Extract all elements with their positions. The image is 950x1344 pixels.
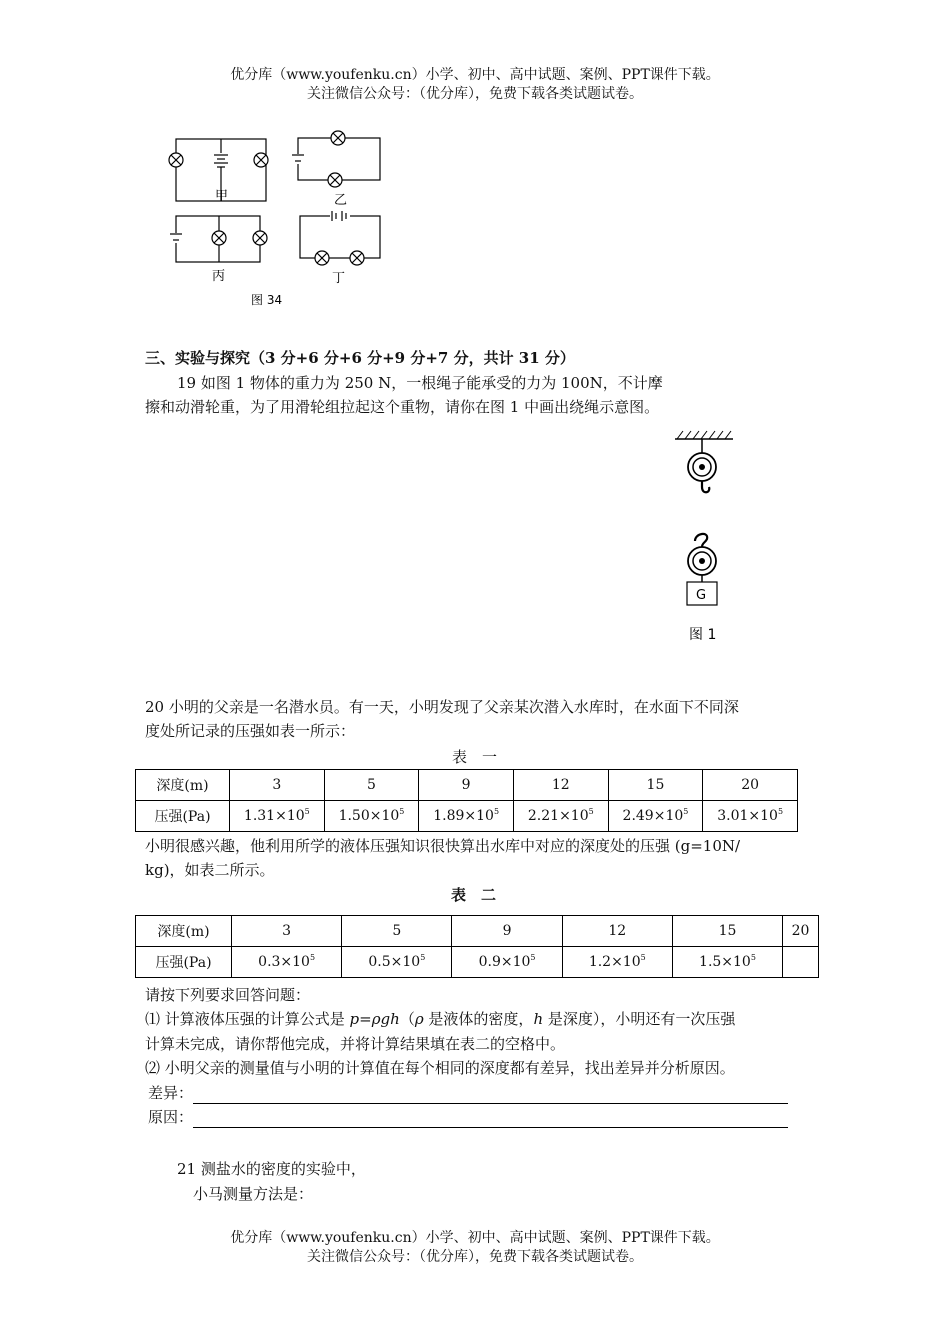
- table-cell: $3.01\times 10^5$: [703, 801, 798, 832]
- reason-row: [148, 1106, 788, 1128]
- table-cell: 20: [783, 916, 819, 947]
- table-cell: $0.3\times 10^5$: [232, 947, 342, 978]
- lamp-icon: [331, 131, 345, 145]
- lamp-icon: [253, 231, 267, 245]
- q21-line-2: 小马测量方法是：: [193, 1185, 314, 1203]
- lamp-icon: [169, 153, 183, 167]
- q19-line-2: 擦和动滑轮重，为了用滑轮组拉起这个重物，请你在图 1 中画出绕绳示意图。: [145, 398, 660, 416]
- table-cell: 5: [342, 916, 452, 947]
- table-cell: 3: [230, 770, 325, 801]
- q20-line-1: 20 小明的父亲是一名潜水员。有一天，小明发现了父亲某次潜入水库时，在水面下不同深: [145, 698, 739, 716]
- table-cell: $1.5\times 10^5$: [672, 947, 782, 978]
- table-row: [136, 916, 819, 947]
- table-cell: $1.50\times 10^5$: [324, 801, 419, 832]
- lamp-icon: [254, 153, 268, 167]
- q20-mid-line-1: 小明很感兴趣，他利用所学的液体压强知识很快算出水库中对应的深度处的压强 (g=10N/: [145, 837, 741, 855]
- table-row: [136, 770, 798, 801]
- difference-label: 差异：: [148, 1084, 194, 1102]
- fixed-pulley-icon: [688, 439, 716, 492]
- table-one: [135, 769, 798, 832]
- table-cell: 20: [703, 770, 798, 801]
- table-cell: $0.5\times 10^5$: [342, 947, 452, 978]
- q20-mid-line-2: kg)，如表二所示。: [145, 861, 275, 879]
- difference-answer-line[interactable]: [193, 1089, 788, 1104]
- section-title: 三、实验与探究（3 分+6 分+6 分+9 分+7 分，共计 31 分）: [145, 349, 575, 367]
- figure-caption-1: 图 1: [689, 627, 717, 643]
- header-line-1: 优分库（www.youfenku.cn）小学、初中、高中试题、案例、PPT课件下载。: [230, 67, 720, 83]
- table-cell: 15: [608, 770, 703, 801]
- q20-part1-line-2: 计算未完成，请你帮他完成，并将计算结果填在表二的空格中。: [145, 1035, 566, 1053]
- table-cell: 9: [419, 770, 514, 801]
- footer-line-2: 关注微信公众号：（优分库），免费下载各类试题试卷。: [307, 1249, 643, 1265]
- table1-title: 表 一: [452, 748, 498, 766]
- circuit-diagrams-figure: [160, 120, 400, 315]
- difference-row: [148, 1082, 788, 1104]
- table-cell: 3: [232, 916, 342, 947]
- table-cell: $1.2\times 10^5$: [562, 947, 672, 978]
- q20-part1-line-1: ⑴ 计算液体压强的计算公式是 p=ρgh（ρ 是液体的密度，h 是深度），小明还有一次压强: [145, 1010, 736, 1028]
- table2-title: 表 二: [451, 886, 497, 904]
- circuit-jia: [169, 139, 268, 204]
- table-cell: $1.31\times 10^5$: [230, 801, 325, 832]
- circuit-ding: [300, 210, 380, 286]
- q20-instructions: 请按下列要求回答问题：: [145, 986, 311, 1004]
- q20-line-2: 度处所记录的压强如表一所示：: [145, 722, 356, 740]
- lamp-icon: [212, 231, 226, 245]
- circuit-yi: [292, 131, 380, 208]
- label-jia: 甲: [215, 189, 229, 204]
- weight-label: G: [696, 588, 707, 603]
- table-cell: 15: [672, 916, 782, 947]
- lamp-icon: [350, 251, 364, 265]
- table-row: [136, 801, 798, 832]
- table-cell: 12: [562, 916, 672, 947]
- table-cell: 12: [513, 770, 608, 801]
- table-cell: $2.49\times 10^5$: [608, 801, 703, 832]
- lamp-icon: [328, 173, 342, 187]
- footer-line-1: 优分库（www.youfenku.cn）小学、初中、高中试题、案例、PPT课件下载。: [230, 1230, 720, 1246]
- q19-line-1: 19 如图 1 物体的重力为 250 N，一根绳子能承受的力为 100N，不计摩: [177, 374, 663, 392]
- label-bing: 丙: [212, 269, 226, 284]
- movable-pulley-icon: [688, 534, 716, 582]
- table-two: [135, 915, 819, 978]
- row-header-depth: 深度(m): [136, 916, 232, 947]
- q20-part2: ⑵ 小明父亲的测量值与小明的计算值在每个相同的深度都有差异，找出差异并分析原因。: [145, 1059, 735, 1077]
- label-yi: 乙: [334, 193, 348, 208]
- row-header-pressure: 压强(Pa): [136, 801, 230, 832]
- answer-blank-cell[interactable]: [783, 947, 819, 978]
- table-cell: 5: [324, 770, 419, 801]
- lamp-icon: [315, 251, 329, 265]
- reason-label: 原因：: [148, 1108, 194, 1126]
- table-cell: $2.21\times 10^5$: [513, 801, 608, 832]
- table-cell: $0.9\times 10^5$: [452, 947, 562, 978]
- label-ding: 丁: [332, 271, 346, 286]
- table-row: [136, 947, 819, 978]
- header-line-2: 关注微信公众号：（优分库），免费下载各类试题试卷。: [307, 86, 643, 102]
- figure-caption-34: 图 34: [251, 293, 283, 307]
- q21-line-1: 21 测盐水的密度的实验中，: [177, 1160, 366, 1178]
- table-cell: 9: [452, 916, 562, 947]
- row-header-pressure: 压强(Pa): [136, 947, 232, 978]
- reason-answer-line[interactable]: [193, 1113, 788, 1128]
- circuit-bing: [170, 216, 267, 284]
- row-header-depth: 深度(m): [136, 770, 230, 801]
- pulley-figure: [665, 425, 750, 650]
- table-cell: $1.89\times 10^5$: [419, 801, 514, 832]
